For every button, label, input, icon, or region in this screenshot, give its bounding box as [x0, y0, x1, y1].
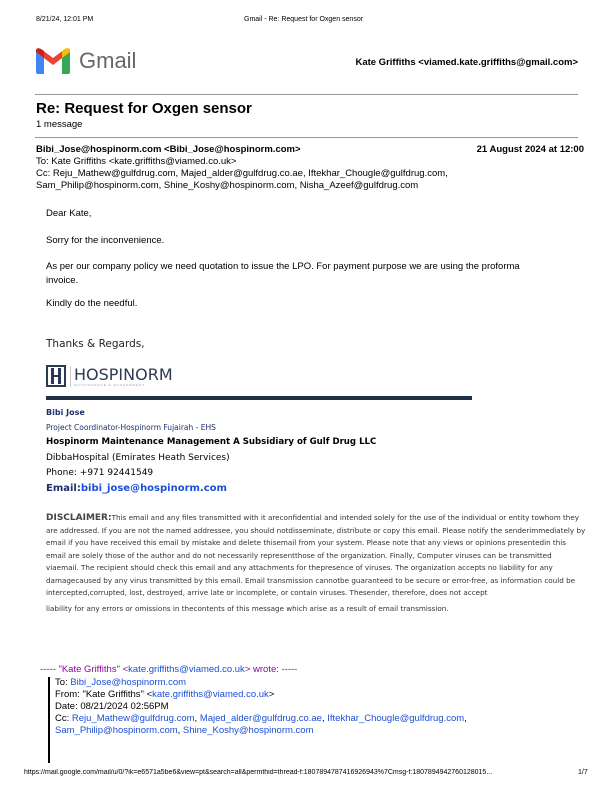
quote-bar — [48, 677, 50, 763]
gmail-logo — [36, 48, 136, 74]
quoted-from-link[interactable]: kate.griffiths@viamed.co.uk — [152, 689, 269, 700]
sig-location: DibbaHospital (Emirates Heath Services) — [46, 453, 230, 463]
quote-lead-end: > wrote: ----- — [244, 664, 298, 675]
cc-line-1: Cc: Reju_Mathew@gulfdrug.com, Majed_alder@gulfdrug.co.ae, Iftekhar_Chougle@gulfdrug.com, — [36, 168, 448, 179]
greeting: Dear Kate, — [46, 208, 92, 219]
body-p1: Sorry for the inconvenience. — [46, 235, 165, 246]
gmail-wordmark: Gmail — [79, 48, 137, 73]
cc-link[interactable]: Majed_alder@gulfdrug.co.ae — [199, 713, 322, 724]
closing: Thanks & Regards, — [46, 338, 145, 350]
sig-email-line — [46, 483, 227, 494]
sig-title: Project Coordinator-Hospinorm Fujairah - EHS — [46, 423, 216, 432]
sig-email-link[interactable]: bibi_jose@hospinorm.com — [80, 483, 227, 494]
disclaimer-last: liability for any errors or omissions in thecontents of this message which arise as a result of email transmission. — [46, 603, 449, 613]
thread-subject: Re: Request for Oxgen sensor — [36, 100, 252, 117]
body-p2: As per our company policy we need quotation to issue the LPO. For payment purpose we are using the proforma invoice. — [46, 261, 520, 286]
cc-link[interactable]: Shine_Koshy@hospinorm.com — [182, 725, 314, 736]
gmail-m-icon — [36, 48, 70, 74]
hospinorm-logo — [46, 365, 173, 387]
divider — [35, 137, 578, 138]
disclaimer — [46, 512, 586, 615]
quote-lead-email[interactable]: kate.griffiths@viamed.co.uk — [128, 664, 245, 675]
sig-name: Bibi Jose — [46, 408, 85, 417]
to-line: To: Kate Griffiths <kate.griffiths@viamed.co.uk> — [36, 156, 237, 167]
quote-lead — [40, 664, 297, 676]
quoted-to — [55, 677, 555, 689]
logo-subtext: MAINTENANCE & MANAGEMENT — [74, 382, 146, 387]
from-end: > — [268, 689, 275, 700]
cc-label: Cc: — [55, 713, 72, 724]
print-url: https://mail.google.com/mail/u/0/?ik=e6571a5be6&view=pt&search=all&permthid=thread-f:1807894787416926943%7Cmsg-f:1807894942760128015... — [24, 769, 493, 776]
page-number: 1/7 — [578, 769, 588, 776]
account-label: Kate Griffiths <viamed.kate.griffiths@gmail.com> — [355, 57, 578, 68]
disclaimer-label: DISCLAIMER: — [46, 513, 112, 523]
from-label: From: "Kate Griffiths" < — [55, 689, 153, 700]
divider — [35, 94, 578, 95]
print-title: Gmail - Re: Request for Oxgen sensor — [244, 16, 364, 23]
email-label: Email: — [46, 483, 81, 494]
quoted-date: Date: 08/21/2024 02:56PM — [55, 701, 169, 712]
cc-link[interactable]: Reju_Mathew@gulfdrug.com — [71, 713, 195, 724]
to-label: To: — [55, 677, 71, 688]
message-count: 1 message — [36, 119, 83, 130]
disclaimer-text: This email and any files transmitted with it areconfidential and intended solely for the use of the individual or entity towhom they are addressed. If you are not the named addressee, you should notdisseminate, distribute or copy this email. Please notify the senderimmediately by email if you have received this email by mistake and delete thisemail from your system. Please note that any views or opinions presentedin this email are solely those of the author and do not necessarily representthose of the organization. Finally, Computer viruses can be transmitted viaemail. The recipient should check this email and any attachments for thepresence of viruses. The organization accepts no liability for any damagecaused by any virus transmitted by this email. Email transmission cannotbe guaranteed to be secure or error-free, as information could be intercepted,corrupted, lost, destroyed, arrive late or incomplete, or contain viruses. Thesender, therefore, does not accept — [46, 513, 586, 597]
print-datetime: 8/21/24, 12:01 PM — [36, 16, 94, 23]
body-p3: Kindly do the needful. — [46, 298, 138, 309]
sig-phone: Phone: +971 92441549 — [46, 468, 154, 478]
cc-link[interactable]: Iftekhar_Chougle@gulfdrug.com — [327, 713, 465, 724]
cc-link[interactable]: Sam_Philip@hospinorm.com — [55, 725, 178, 736]
quote-lead-text: ----- "Kate Griffiths" < — [40, 664, 129, 675]
logo-text: HOSPINORM — [74, 364, 173, 384]
quoted-header — [55, 677, 555, 737]
quoted-to-link[interactable]: Bibi_Jose@hospinorm.com — [70, 677, 187, 688]
hospinorm-h-icon — [46, 365, 66, 387]
message-date: 21 August 2024 at 12:00 — [476, 144, 584, 155]
cc-line-2: Sam_Philip@hospinorm.com, Shine_Koshy@hospinorm.com, Nisha_Azeef@gulfdrug.com — [36, 180, 419, 191]
signature-bar — [46, 396, 472, 400]
sender: Bibi_Jose@hospinorm.com <Bibi_Jose@hospinorm.com> — [36, 144, 301, 155]
quoted-cc: Cc: Reju_Mathew@gulfdrug.com, Majed_alder@gulfdrug.co.ae, Iftekhar_Chougle@gulfdrug.com, Sam_Philip@hospinorm.com, Shine_Koshy@hospinorm.com — [55, 713, 467, 736]
sig-company: Hospinorm Maintenance Management A Subsidiary of Gulf Drug LLC — [46, 437, 377, 447]
quoted-from — [55, 689, 555, 701]
